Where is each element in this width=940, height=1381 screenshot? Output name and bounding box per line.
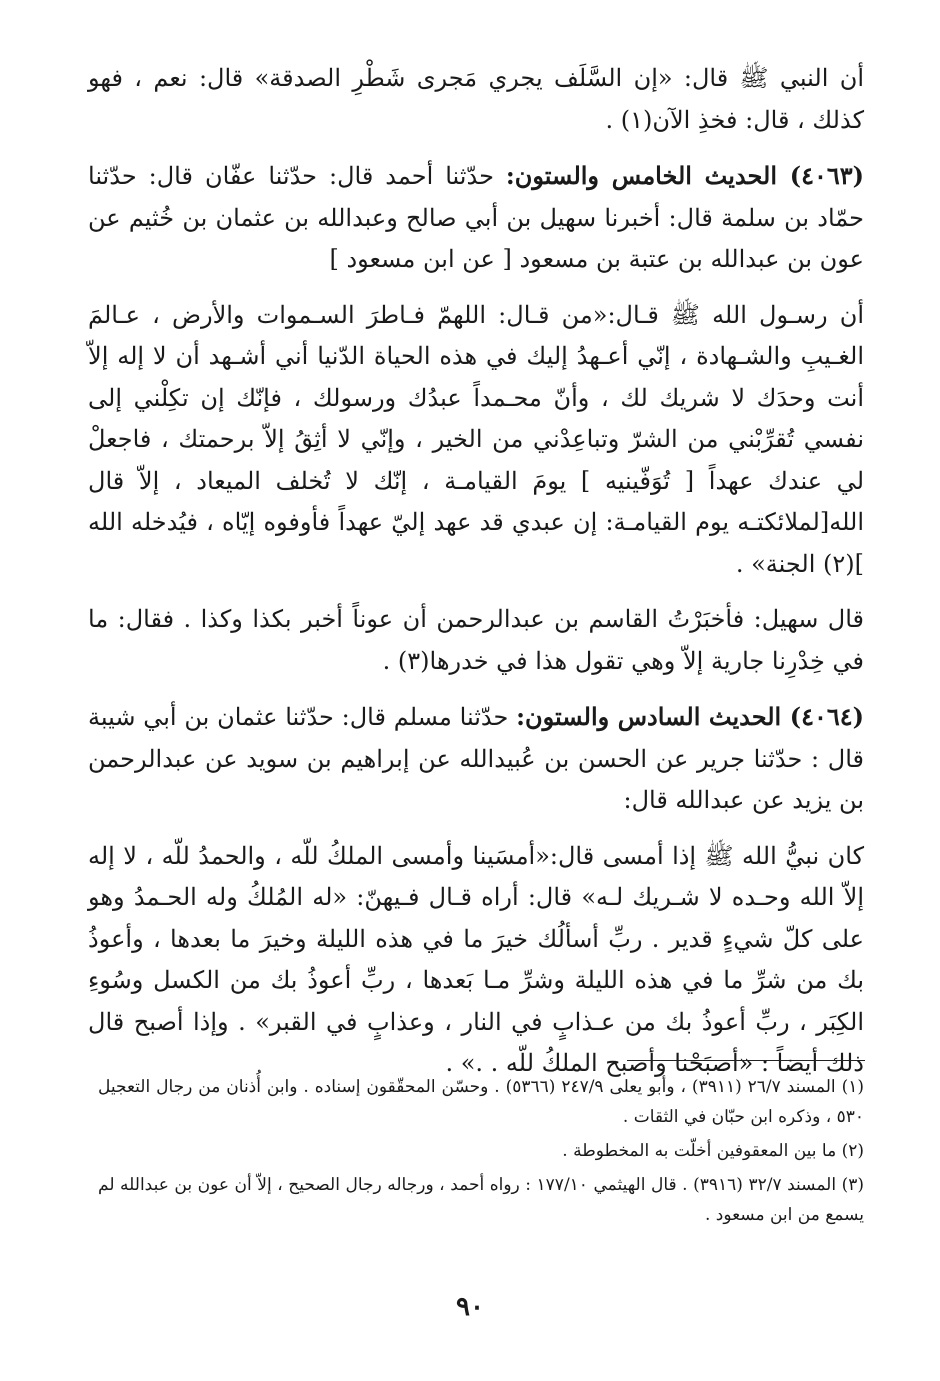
paragraph-3: أن رسـول الله ﷺ قـال:«من قـال: اللهمّ فـاطرَ السـموات والأرض ، عـالمَ الغـيبِ والشـهادة ، إنّي أعـهدُ إليك في هذه الحياة الدّنيا أني أشـهد أن لا إله إلاّ أنت وحدَك لا شريك لك ، وأنّ محـمداً عبدُك ورسولك ، فإنّك إن تكِلْني إلى نفسي تُقرِّبْني من الشرّ وتباعِدْني من الخير ، وإنّي لا أثِقُ إلاّ برحمتك ، فاجعلْ لي عندك عهداً [ تُوَفّينيه ] يومَ القيامـة ، إنّك لا تُخلف الميعاد ، إلاّ قال الله[لملائكتـه يوم القيامـة: إن عبدي قد عهد إليّ عهداً فأوفوه إيّاه ، فيُدخله الله ](٢) الجنة» . <box>88 300 865 578</box>
footnotes <box>98 1072 864 1234</box>
paragraph-hadith-4063 <box>88 155 864 281</box>
footnote-3: (٣) المسند ٣٢/٧ (٣٩١٦) . قال الهيثمي ١٧٧/١٠ : رواه أحمد ، ورجاله رجال الصحيح ، إلاّ أن عون بن عبدالله لم يسمع من ابن مسعود . <box>98 1175 864 1225</box>
hadith-heading-4063: (٤٠٦٣) الحديث الخامس والستون: <box>505 161 864 190</box>
hadith-chain-4063: حدّثنا أحمد قال: حدّثنا عفّان قال: حدّثنا حمّاد بن سلمة قال: أخبرنا سهيل بن أبي صالح وعبدالله بن عثمان بن خُثيم عن عون بن عبدالله بن عتبة بن مسعود [ عن ابن مسعود ] <box>88 162 864 273</box>
paragraph-6: كان نبيُّ الله ﷺ إذا أمسى قال:«أمسَينا وأمسى الملكُ للّه ، والحمدُ للّه ، لا إله إلاّ الله وحـده لا شـريك لـه» قال: أراه قـال فـيهنّ: «له المُلكُ وله الحـمدُ وهو على كلّ شيءٍ قدير . ربِّ أسألُك خيرَ ما في هذه الليلة وخيرَ ما بعدها ، وأعوذُ بك من شرِّ ما في هذه الليلة وشرِّ مـا بَعدها ، ربِّ أعوذُ بك من الكسل وسُوءِ الكِبَر ، ربِّ أعوذُ بك من عـذابٍ في النار ، وعذابٍ في القبر» . وإذا أصبح قال ذلك أيضاً : «أصبَحْنا وأصبح الملكُ للّه . .» . <box>88 841 864 1077</box>
footnote-2: (٢) ما بين المعقوفين أخلّت به المخطوطة . <box>562 1141 864 1161</box>
paragraph-4: قال سهيل: فأخبَرْتُ القاسم بن عبدالرحمن أن عوناً أخبر بكذا وكذا . فقال: ما في خِدْرِنا جارية إلاّ وهي تقول هذا في خدرها(٣) . <box>88 605 864 675</box>
hadith-heading-4064: (٤٠٦٤) الحديث السادس والستون: <box>516 702 864 731</box>
footnote-separator <box>627 1060 865 1061</box>
hadith-chain-4064: حدّثنا مسلم قال: حدّثنا عثمان بن أبي شيبة قال : حدّثنا جرير عن الحسن بن عُبيدالله عن إبراهيم بن سويد عن عبدالرحمن بن يزيد عن عبدالله قال: <box>88 703 864 814</box>
page-number: ٩٠ <box>456 1292 484 1322</box>
paragraph-1: أن النبي ﷺ قال: «إن السَّلَف يجري مَجرى شَطْرِ الصدقة» قال: نعم ، فهو كذلك ، قال: فخذِ الآن(١) . <box>88 64 865 134</box>
paragraph-hadith-4064 <box>88 696 864 822</box>
main-text <box>88 58 864 1085</box>
footnote-1: (١) المسند ٢٦/٧ (٣٩١١) ، وأبو يعلى ٢٤٧/٩ (٥٣٦٦) . وحسّن المحقّقون إسناده . وابن أُذنان من رجال التعجيل ٥٣٠ ، وذكره ابن حبّان في الثقات . <box>98 1077 864 1127</box>
